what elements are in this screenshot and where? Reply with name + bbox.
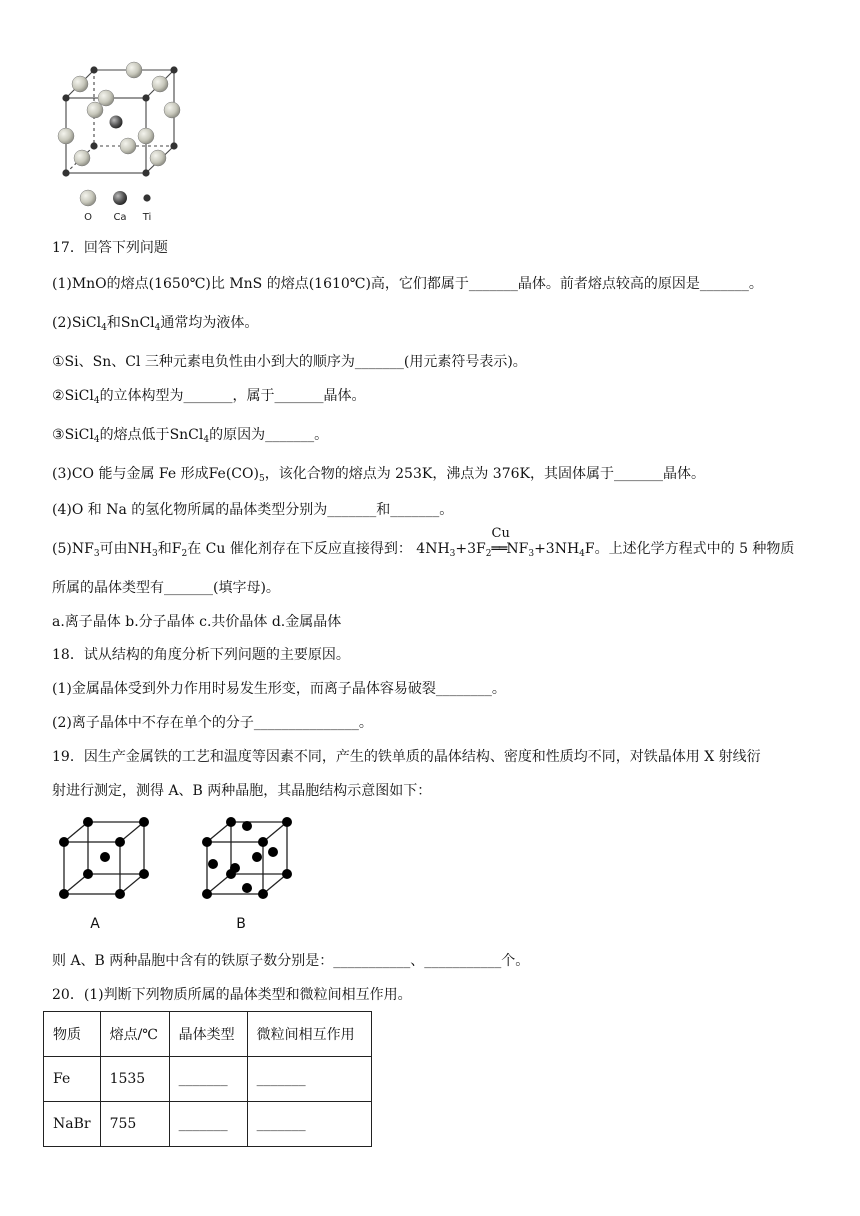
q20-title: 20．(1)判断下列物质所属的晶体类型和微粒间相互作用。 <box>52 987 412 1003</box>
q17-title: 17．回答下列问题 <box>52 240 168 256</box>
q19-answer: 则 A、B 两种晶胞中含有的铁原子数分别是：___________、___________个。 <box>52 953 530 969</box>
cell-melting-point: 1535 <box>100 1057 169 1102</box>
figure-b-label: B <box>236 916 246 932</box>
legend-ca: Ca <box>113 212 127 223</box>
cell-crystal-type[interactable]: _______ <box>169 1057 247 1102</box>
catalyst-label: Cu <box>491 526 510 541</box>
q17-part2-sub1: ①Si、Sn、Cl 三种元素电负性由小到大的顺序为_______(用元素符号表示)。 <box>52 354 527 370</box>
header-melting-point: 熔点/℃ <box>100 1012 169 1057</box>
cell-crystal-type[interactable]: _______ <box>169 1102 247 1147</box>
q17-part2-sub3: ③SiCl$_4$的熔点低于SnCl$_4$的原因为_______。 <box>52 427 329 445</box>
cell-substance: Fe <box>44 1057 101 1102</box>
q20-table <box>43 1011 372 1147</box>
table-row <box>44 1057 372 1102</box>
q19-line2: 射进行测定，测得 A、B 两种晶胞，其晶胞结构示意图如下： <box>52 783 432 799</box>
q19-line1: 19．因生产金属铁的工艺和温度等因素不同，产生的铁单质的晶体结构、密度和性质均不同，对铁晶体用 X 射线衍 <box>52 749 761 765</box>
table-row <box>44 1102 372 1147</box>
figure-a-label: A <box>90 916 100 932</box>
q17-part1: (1)MnO的熔点(1650℃)比 MnS 的熔点(1610℃)高，它们都属于_______晶体。前者熔点较高的原因是_______。 <box>52 276 763 292</box>
cell-interaction[interactable]: _______ <box>247 1057 371 1102</box>
q17-part5: $(5)NF_3$可由$NH_3$和$F_2$在 Cu 催化剂存在下反应直接得到： $4NH_3+3F_2$ Cu $══NF_3+3NH_4F$。上述化学方程式中的 5 种物质 <box>52 526 795 559</box>
header-crystal-type: 晶体类型 <box>169 1012 247 1057</box>
cell-substance: NaBr <box>44 1102 101 1147</box>
legend-o: O <box>84 212 92 223</box>
q17-part4: (4)O 和 Na 的氢化物所属的晶体类型分别为_______和_______。 <box>52 502 454 518</box>
q17-part2-sub2: ②SiCl$_4$的立体构型为_______，属于_______晶体。 <box>52 388 366 406</box>
perovskite-cell-figure <box>50 58 190 226</box>
bcc-cell-figure <box>50 812 160 937</box>
chemical-equation: $4NH_3+3F_2$ Cu $══NF_3+3NH_4F$ <box>416 526 595 559</box>
legend-ti: Ti <box>142 212 152 223</box>
q17-options: a.离子晶体 b.分子晶体 c.共价晶体 d.金属晶体 <box>52 614 342 630</box>
header-substance: 物质 <box>44 1012 101 1057</box>
q17-part3: (3)CO 能与金属 Fe 形成$Fe(CO)_5$，该化合物的熔点为 253K，沸点为 376K，其固体属于_______晶体。 <box>52 466 705 484</box>
fcc-cell-figure <box>193 812 308 937</box>
q18-title: 18．试从结构的角度分析下列问题的主要原因。 <box>52 647 350 663</box>
header-interaction: 微粒间相互作用 <box>247 1012 371 1057</box>
cell-interaction[interactable]: _______ <box>247 1102 371 1147</box>
q18-part1: (1)金属晶体受到外力作用时易发生形变，而离子晶体容易破裂________。 <box>52 681 506 697</box>
q17-part2: (2)SiCl$_4$和SnCl$_4$通常均为液体。 <box>52 315 259 333</box>
q18-part2: (2)离子晶体中不存在单个的分子_______________。 <box>52 715 373 731</box>
cell-melting-point: 755 <box>100 1102 169 1147</box>
q17-part5-cont: 所属的晶体类型有_______(填字母)。 <box>52 580 280 596</box>
table-header-row <box>44 1012 372 1057</box>
